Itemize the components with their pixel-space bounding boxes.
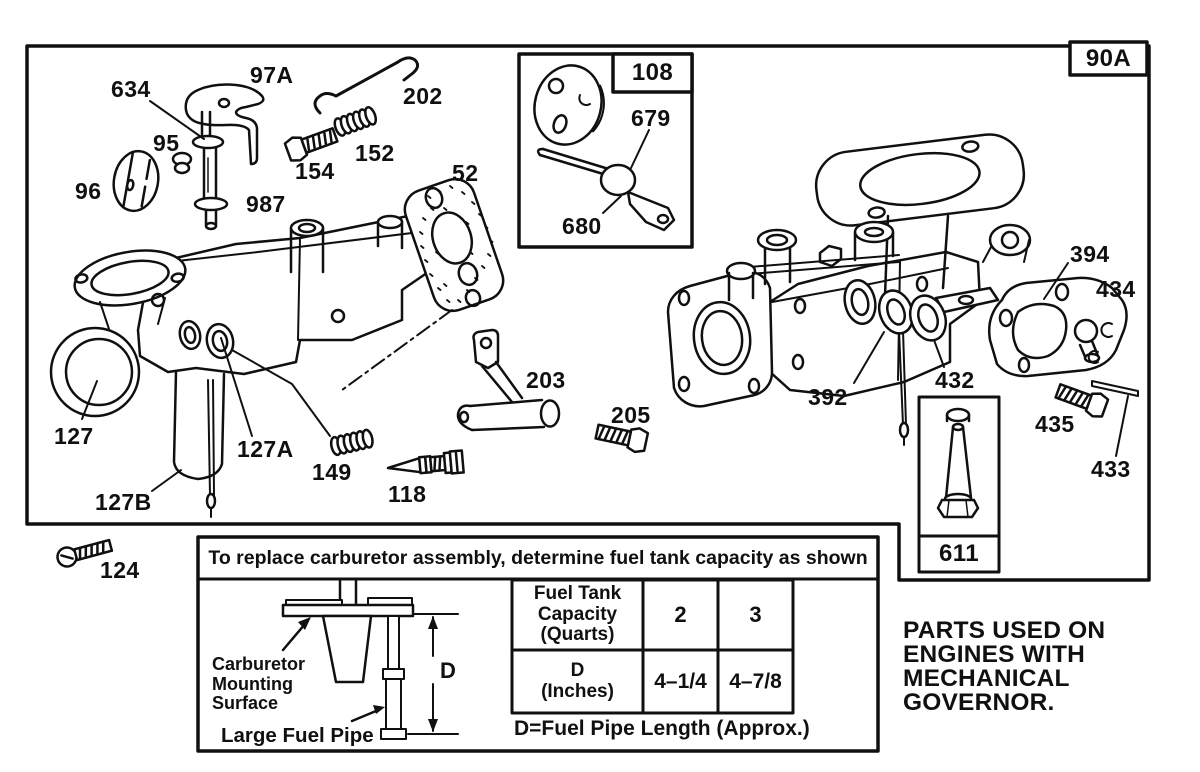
governor-note-line4: GOVERNOR. [903, 689, 1055, 716]
part-callout-392: 392 [808, 384, 848, 410]
table-cell-d3: 4–7/8 [729, 669, 782, 693]
part-callout-435: 435 [1035, 411, 1075, 437]
d-inches-line1: D [570, 660, 585, 681]
part-callout-154: 154 [295, 158, 335, 184]
part-callout-127B: 127B [95, 489, 152, 515]
part-callout-52: 52 [452, 160, 479, 186]
fuel-tank-line1: Fuel Tank [533, 583, 622, 605]
part-callout-394: 394 [1070, 241, 1110, 267]
part-callout-205: 205 [611, 402, 651, 428]
dimension-letter: D [440, 658, 456, 683]
sheet-label: 90A [1085, 44, 1132, 72]
fuel-tank-line3: (Quarts) [540, 624, 615, 646]
d-inches-line2: (Inches) [541, 680, 614, 702]
governor-note-line2: ENGINES WITH [903, 641, 1086, 668]
part-callout-118: 118 [388, 481, 427, 507]
governor-note-line1: PARTS USED ON [903, 617, 1106, 644]
inset-108-label: 108 [631, 59, 674, 86]
part-callout-124: 124 [100, 557, 140, 583]
table-header-d-inches [512, 650, 643, 713]
inset-611-label: 611 [939, 540, 979, 567]
part-callout-679: 679 [631, 105, 671, 131]
left-carburetor-drawing [51, 214, 440, 517]
part-callout-96: 96 [75, 178, 102, 204]
part-callout-432: 432 [935, 367, 975, 393]
part-callout-97A: 97A [250, 62, 294, 88]
table-cell-qt2: 2 [674, 602, 687, 627]
part-callout-434: 434 [1096, 276, 1136, 302]
fuel-panel-title: To replace carburetor assembly, determine fuel tank capacity as shown [208, 546, 868, 569]
mounting-surface-line1: Carburetor [212, 654, 306, 674]
fuel-pipe-footnote: D=Fuel Pipe Length (Approx.) [514, 717, 810, 740]
fuel-tank-line2: Capacity [537, 603, 618, 625]
mounting-surface-label [212, 655, 305, 714]
part-callout-202: 202 [403, 83, 443, 109]
part-callout-127: 127 [54, 423, 94, 449]
part-callout-149: 149 [312, 459, 352, 485]
part-callout-95: 95 [153, 130, 180, 156]
mounting-surface-line3: Surface [212, 693, 279, 713]
mounting-surface-line2: Mounting [212, 673, 293, 694]
part-callout-127A: 127A [237, 436, 294, 462]
large-fuel-pipe-label: Large Fuel Pipe [221, 724, 374, 747]
table-header-fuel-tank [515, 583, 640, 647]
gasket-drawing [399, 174, 508, 317]
governor-note-line3: MECHANICAL [903, 665, 1070, 692]
part-callout-203: 203 [526, 367, 566, 393]
table-cell-qt3: 3 [749, 602, 762, 627]
part-callout-152: 152 [355, 140, 395, 166]
part-callout-433: 433 [1091, 456, 1131, 482]
part-callout-680: 680 [562, 213, 602, 239]
table-cell-d2: 4–1/4 [654, 669, 707, 693]
part-callout-987: 987 [246, 191, 286, 217]
governor-note [903, 619, 1105, 715]
part-callout-634: 634 [111, 76, 151, 102]
